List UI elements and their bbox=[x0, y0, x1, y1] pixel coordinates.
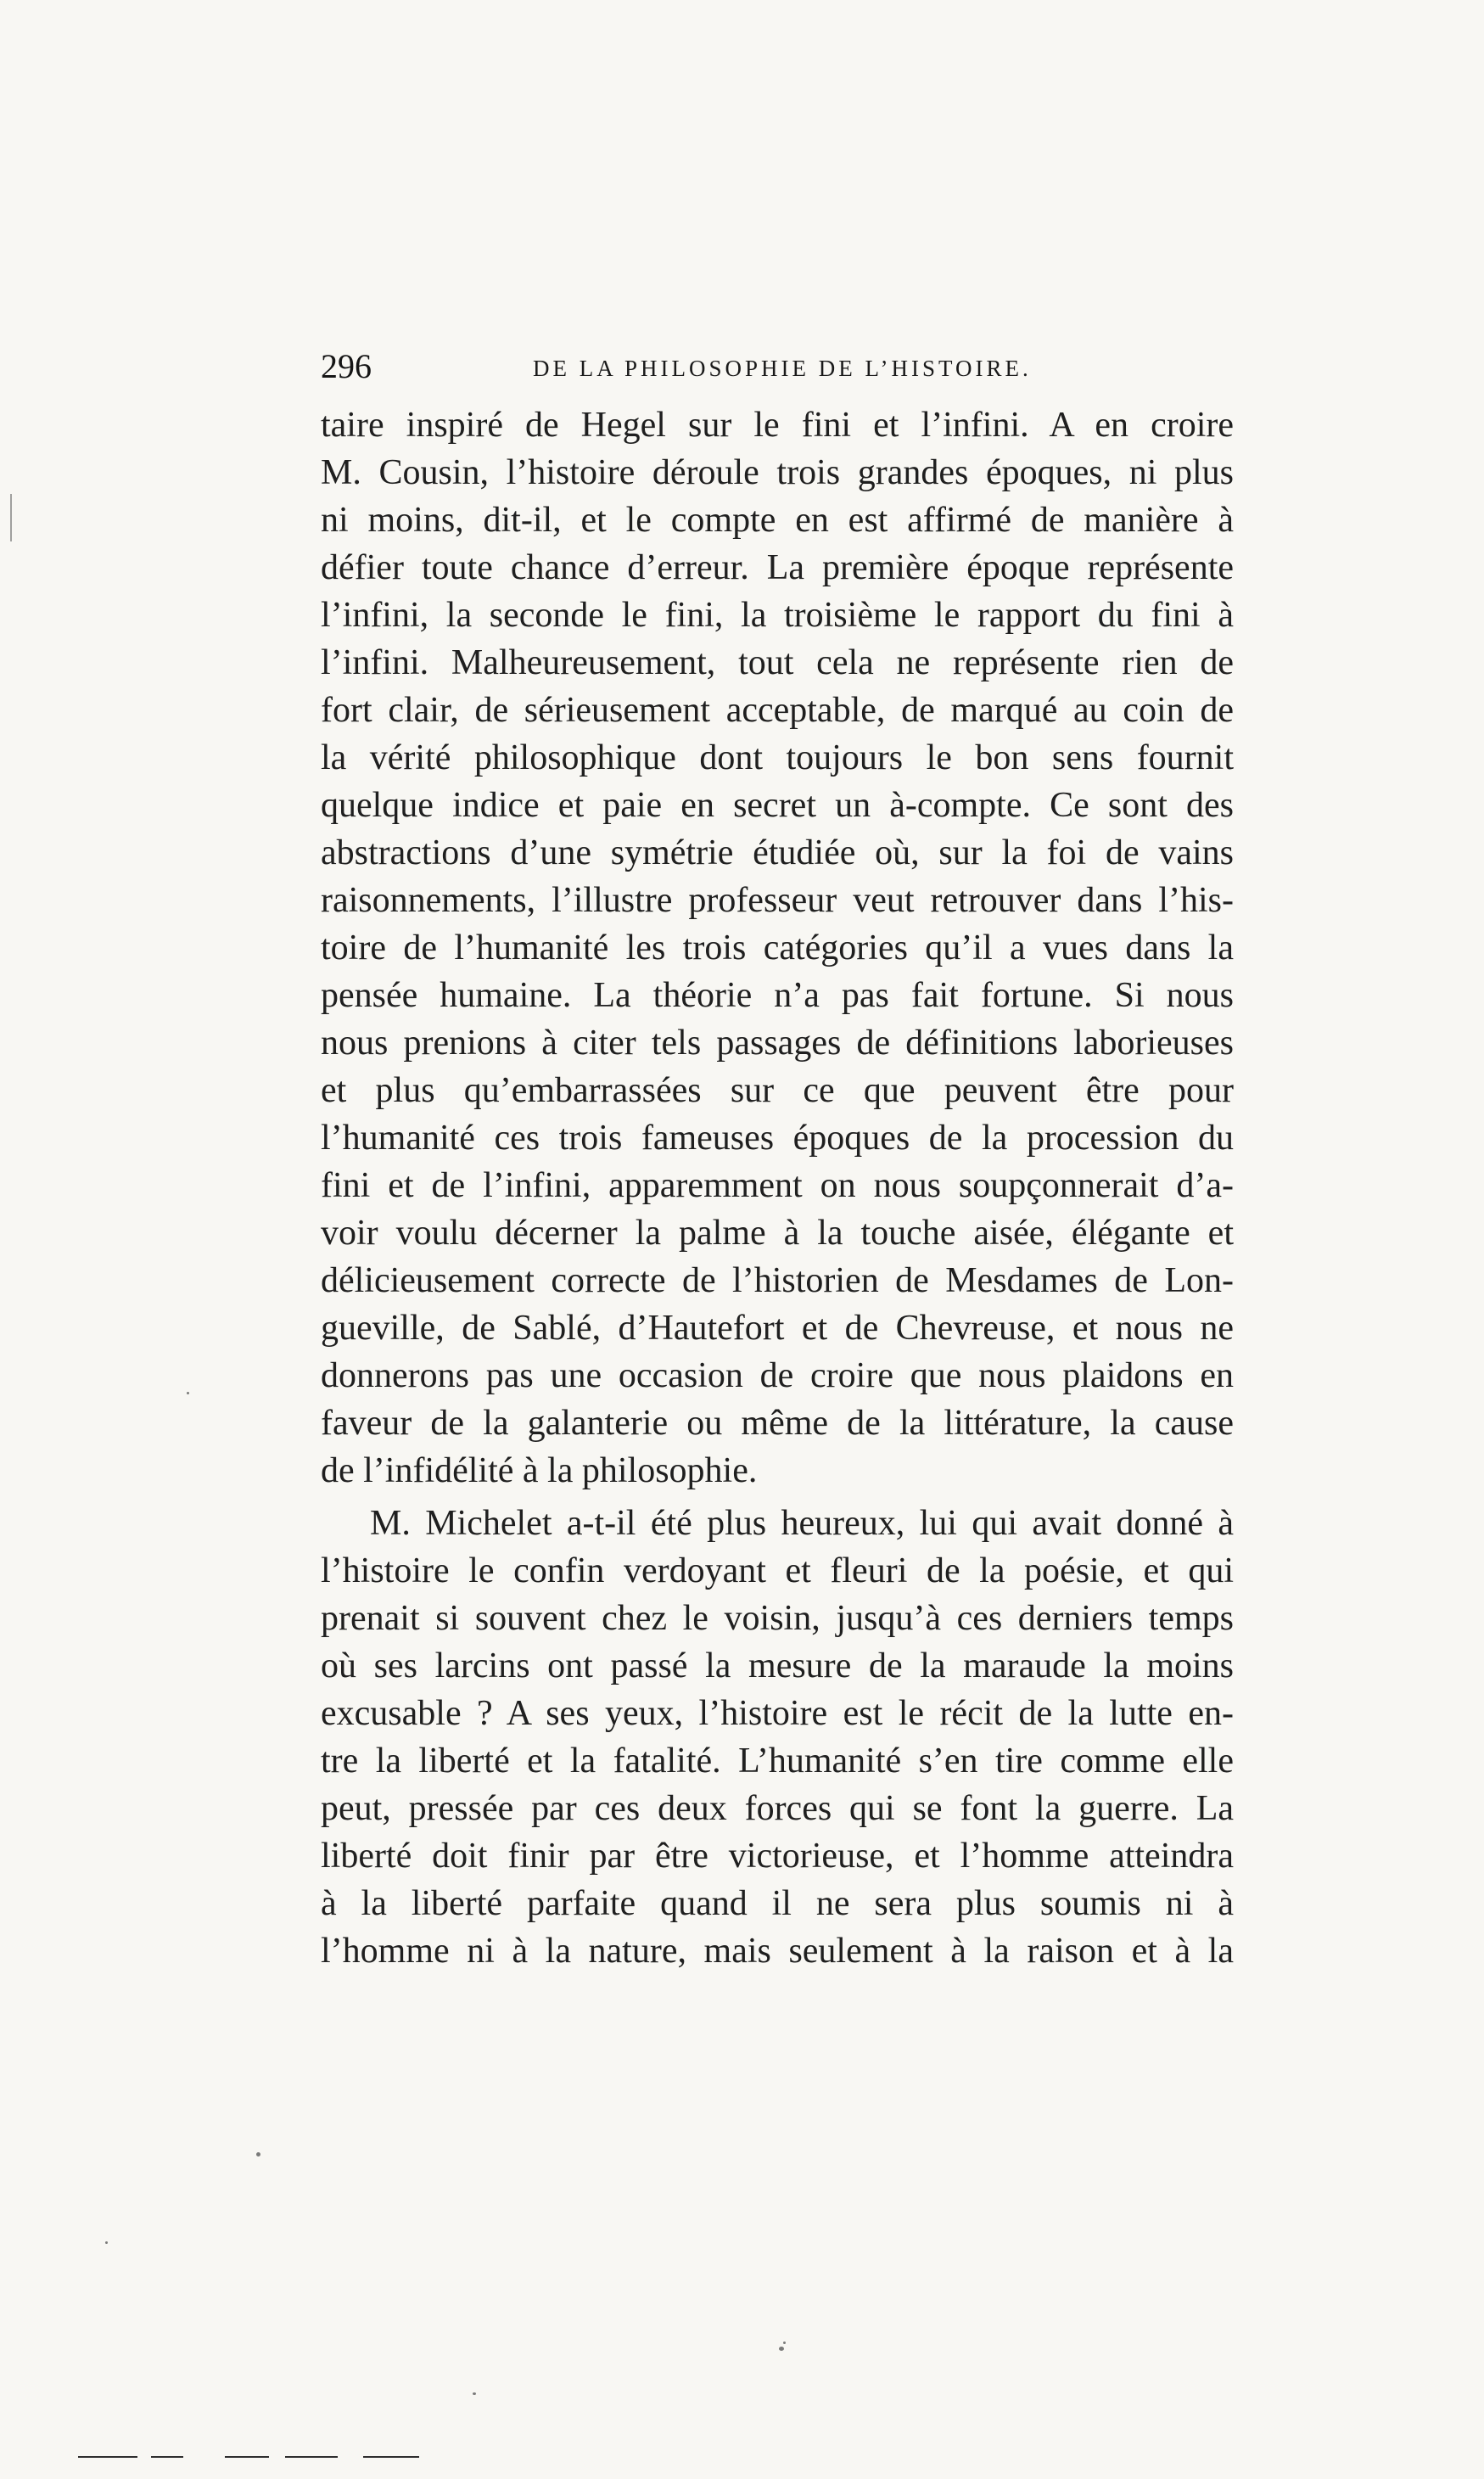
text-line: délicieusement correcte de l’historien de Mesdames de Lon- bbox=[321, 1261, 1234, 1300]
margin-mark bbox=[10, 494, 12, 541]
text-line: M. Cousin, l’histoire déroule trois grandes époques, ni plus bbox=[321, 453, 1234, 492]
scan-speck bbox=[473, 2392, 476, 2395]
text-line: défier toute chance d’erreur. La première époque représente bbox=[321, 548, 1234, 587]
text-line: ni moins, dit-il, et le compte en est affirmé de manière à bbox=[321, 501, 1234, 540]
text-line: la vérité philosophique dont toujours le bon sens fournit bbox=[321, 738, 1234, 777]
text-line: fini et de l’infini, apparemment on nous soupçonnerait d’a- bbox=[321, 1166, 1234, 1205]
text-line: excusable ? A ses yeux, l’histoire est le récit de la lutte en- bbox=[321, 1694, 1234, 1733]
text-line: faveur de la galanterie ou même de la littérature, la cause bbox=[321, 1404, 1234, 1443]
text-line: prenait si souvent chez le voisin, jusqu’à ces derniers temps bbox=[321, 1599, 1234, 1638]
text-line: l’homme ni à la nature, mais seulement à la raison et à la bbox=[321, 1932, 1234, 1971]
text-line: donnerons pas une occasion de croire que nous plaidons en bbox=[321, 1356, 1234, 1395]
bottom-scan-rule bbox=[78, 2456, 137, 2458]
text-line: raisonnements, l’illustre professeur veut retrouver dans l’his- bbox=[321, 881, 1234, 920]
text-line: peut, pressée par ces deux forces qui se font la guerre. La bbox=[321, 1789, 1234, 1828]
text-line: l’infini. Malheureusement, tout cela ne représente rien de bbox=[321, 643, 1234, 682]
body-text bbox=[321, 401, 1234, 1975]
scan-speck bbox=[779, 2347, 784, 2351]
scan-speck bbox=[187, 1392, 189, 1394]
bottom-scan-rule bbox=[363, 2456, 419, 2458]
text-line: à la liberté parfaite quand il ne sera plus soumis ni à bbox=[321, 1884, 1234, 1923]
text-line: pensée humaine. La théorie n’a pas fait fortune. Si nous bbox=[321, 976, 1234, 1015]
bottom-scan-rule bbox=[225, 2456, 269, 2458]
text-line: quelque indice et paie en secret un à-compte. Ce sont des bbox=[321, 786, 1234, 825]
paragraph-1 bbox=[321, 401, 1234, 1495]
text-line: nous prenions à citer tels passages de définitions laborieuses bbox=[321, 1024, 1234, 1063]
text-line: où ses larcins ont passé la mesure de la maraude la moins bbox=[321, 1646, 1234, 1685]
text-line: tre la liberté et la fatalité. L’humanité s’en tire comme elle bbox=[321, 1741, 1234, 1781]
text-line: abstractions d’une symétrie étudiée où, sur la foi de vains bbox=[321, 833, 1234, 872]
text-line: et plus qu’embarrassées sur ce que peuvent être pour bbox=[321, 1071, 1234, 1110]
text-line: liberté doit finir par être victorieuse, et l’homme atteindra bbox=[321, 1837, 1234, 1876]
running-head bbox=[321, 345, 1237, 389]
page-number: 296 bbox=[321, 347, 372, 385]
scan-speck bbox=[105, 2241, 108, 2244]
text-line: M. Michelet a-t-il été plus heureux, lui qui avait donné à bbox=[370, 1504, 1234, 1543]
text-line: voir voulu décerner la palme à la touche aisée, élégante et bbox=[321, 1214, 1234, 1253]
bottom-scan-rule bbox=[285, 2456, 338, 2458]
text-line: l’histoire le confin verdoyant et fleuri de la poésie, et qui bbox=[321, 1551, 1234, 1590]
text-line: fort clair, de sérieusement acceptable, de marqué au coin de bbox=[321, 691, 1234, 730]
text-line: de l’infidélité à la philosophie. bbox=[321, 1451, 758, 1490]
text-line: l’infini, la seconde le fini, la troisième le rapport du fini à bbox=[321, 596, 1234, 635]
text-line: gueville, de Sablé, d’Hautefort et de Chevreuse, et nous ne bbox=[321, 1309, 1234, 1348]
text-line: toire de l’humanité les trois catégories qu’il a vues dans la bbox=[321, 928, 1234, 967]
running-head-title: DE LA PHILOSOPHIE DE L’HISTOIRE. bbox=[533, 356, 1032, 381]
scan-speck bbox=[256, 2152, 260, 2157]
text-line: l’humanité ces trois fameuses époques de la procession du bbox=[321, 1119, 1234, 1158]
bottom-scan-rule bbox=[151, 2456, 183, 2458]
paragraph-2 bbox=[321, 1500, 1234, 1975]
text-line: taire inspiré de Hegel sur le fini et l’infini. A en croire bbox=[321, 406, 1234, 445]
scan-speck bbox=[783, 2342, 786, 2344]
